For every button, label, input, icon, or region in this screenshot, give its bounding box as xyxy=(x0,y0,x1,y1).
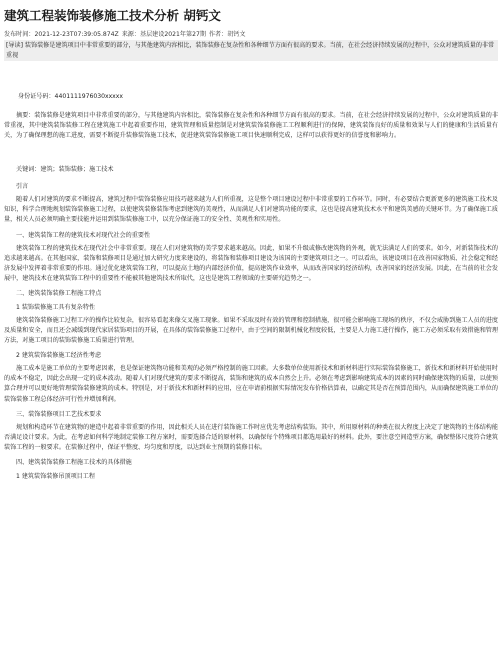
intro-heading: 引言 xyxy=(16,183,29,191)
publish-time: 发布时间：2021-12-23T07:39:05.874Z xyxy=(4,31,119,38)
id-number-line: 身份证号码：4401111976030xxxxx xyxy=(18,93,123,100)
section-2-2-paragraph: 施工成本是施工单位的主要考虑因素，也是保证建筑物功能和美观的必须严格控制的施工因素。大多数单位使用新技术和新材料进行实际装饰装修施工，新技术和新材料开始使用时的成本不稳定，因此会出现一定的成本波动。随着人们对现代建筑的要求不断提高，装饰和建筑的成本自然会上升。必须在考虑到影响建筑成本的因素的同时确保建筑物的质量，以使预算合理并可以更好地管理装饰装修建筑的成本。特别是，对于新技术和新材料的应用，应在申请前根据实际情况发布价格估算表，以确定其是否在预算范围内，从而确保建筑施工单位的装饰装修工程总体经济可行性并增加利润。 xyxy=(4,365,498,403)
lead-box xyxy=(4,40,498,61)
section-3-paragraph: 规划和构造环节在建筑物的建造中起着非常重要的作用，因此相关人员在进行装饰施工作时应优先考虑结构装饰。其中，所用原材料的种类在很大程度上决定了建筑物的主体结构能否满足设计要求。为此，在考虑如何科学地制定装修工程方案时，需要选择合适的原材料，以确保每个特殊项目都选用最好的材料。此外，要注意空间造型方案，确保整体尺度符合建筑装饰工程的一般要求。在装修过程中，保证平整度、均匀度和厚度，以达到业主预期的装修目标。 xyxy=(4,423,498,451)
section-3-heading: 三、装饰装修项目工艺技术要求 xyxy=(16,410,102,418)
lead-text: [导读] 装饰装修是建筑项目中非常重要的部分，与其他建筑内容相比，装饰装修在复杂性和各种细节方面有很高的要求。当前，在社会经济持续发展的过程中，公众对建筑质量的非常重视 xyxy=(6,42,495,59)
intro-paragraph: 随着人们对建筑的要求不断提高，建筑过程中装饰装修应用技巧越来越为人们所重视，这是整个项目建设过程中非常重要的工作环节。同时，有必要结合更新更多的建筑施工技术及知识，科学合理地规划装饰装修施工过程，以使建筑装修装饰考虑到建筑的美观性，从而满足人们对建筑功能的要求，这也是提高建筑技术水平和建筑美感的关键环节。为了确保施工质量，相关人员必须明确主要技能并运用到装饰装修施工中，以充分保证施工的安全性、美观性和实用性。 xyxy=(4,196,498,224)
section-2-heading: 二、建筑装饰装修工程施工特点 xyxy=(16,289,102,297)
author: 作者：胡钙文 xyxy=(208,31,246,38)
section-2-1-heading: 1 装饰装修施工具有复杂特性 xyxy=(16,303,95,311)
section-2-1-paragraph: 建筑装饰装修施工过程工序的操作比较复杂，很容易看起来像交叉施工现象。如果不采取及时有效的管理和控制措施，很可能会影响施工现场的秩序，不仅会威胁到施工人员的进度及质量和安全，而且还会减缓到现代家居装饰项目的开展，在具体的装饰装修施工过程中，由于空间的限制机械化程度较低，主要是人力施工进行操作，施工方必须采取有效措施和管理方法，对施工项目的装饰装修施工质量进行管理。 xyxy=(4,316,498,345)
meta-line xyxy=(4,30,498,39)
section-1-heading: 一、建筑装饰工程的建筑技术对现代社会的重要性 xyxy=(16,231,151,239)
keywords-line: 关键词：建筑；装饰装修；施工技术 xyxy=(16,166,114,174)
document-title: 建筑工程装饰装修施工技术分析 胡钙文 xyxy=(4,8,221,23)
source: 来源：基层建设2021年第27期 xyxy=(121,31,206,38)
section-1-paragraph: 建筑装饰工程的建筑技术在现代社会中非常重要。现在人们对建筑物的美学要求越来越高。因此，如果不升级或修改建筑物的外观，就无法满足人们的要求。如今，对新装饰技术的追求越来越高。在其他国家，装饰和装修项目是通过加大研究力度来建设的，将装饰和装修项目建设为该国的主要建筑项目之一。可以看出，该建设项目在改善国家物质、社会稳定和经济发展中发挥着非常重要的作用。通过优化建筑装饰工程，可以提高土地的内部经济价值，提高建筑作业效率，从而改善国家的经济结构，改善国家的经济发展。因此，在当前的社会发展中，建筑技术在建筑装饰工程中的重要性不能被其他建筑技术所取代，这也是建筑工程领域的主要研究趋势之一。 xyxy=(4,244,498,282)
section-4-1-heading: 1 建筑装饰装修吊顶项目工程 xyxy=(16,472,95,480)
section-2-2-heading: 2 建筑装饰装修施工经济性考虑 xyxy=(16,352,102,360)
abstract-paragraph: 摘要：装饰装修是建筑项目中非常重要的部分，与其他建筑内容相比，装饰装修在复杂性和各种细节方面有很高的要求。当前，在社会经济持续发展的过程中，公众对建筑质量的非常重视，其中建筑装饰装修工程在建筑施工中起着重要作用，建筑管理和质量控制是对建筑装饰装修施工工程顺利进行的保障，建筑装饰良好的质量和效果与人们的健康和生活质量有关，为了确保理想的施工进度，需要不断提升装修装饰施工技术，促进建筑装饰装修施工项目快速顺利完成，这样可以获得更好的信誉度和影响力。 xyxy=(4,112,498,140)
section-4-heading: 四、建筑装饰装修工程施工技术的具体措施 xyxy=(16,458,132,466)
